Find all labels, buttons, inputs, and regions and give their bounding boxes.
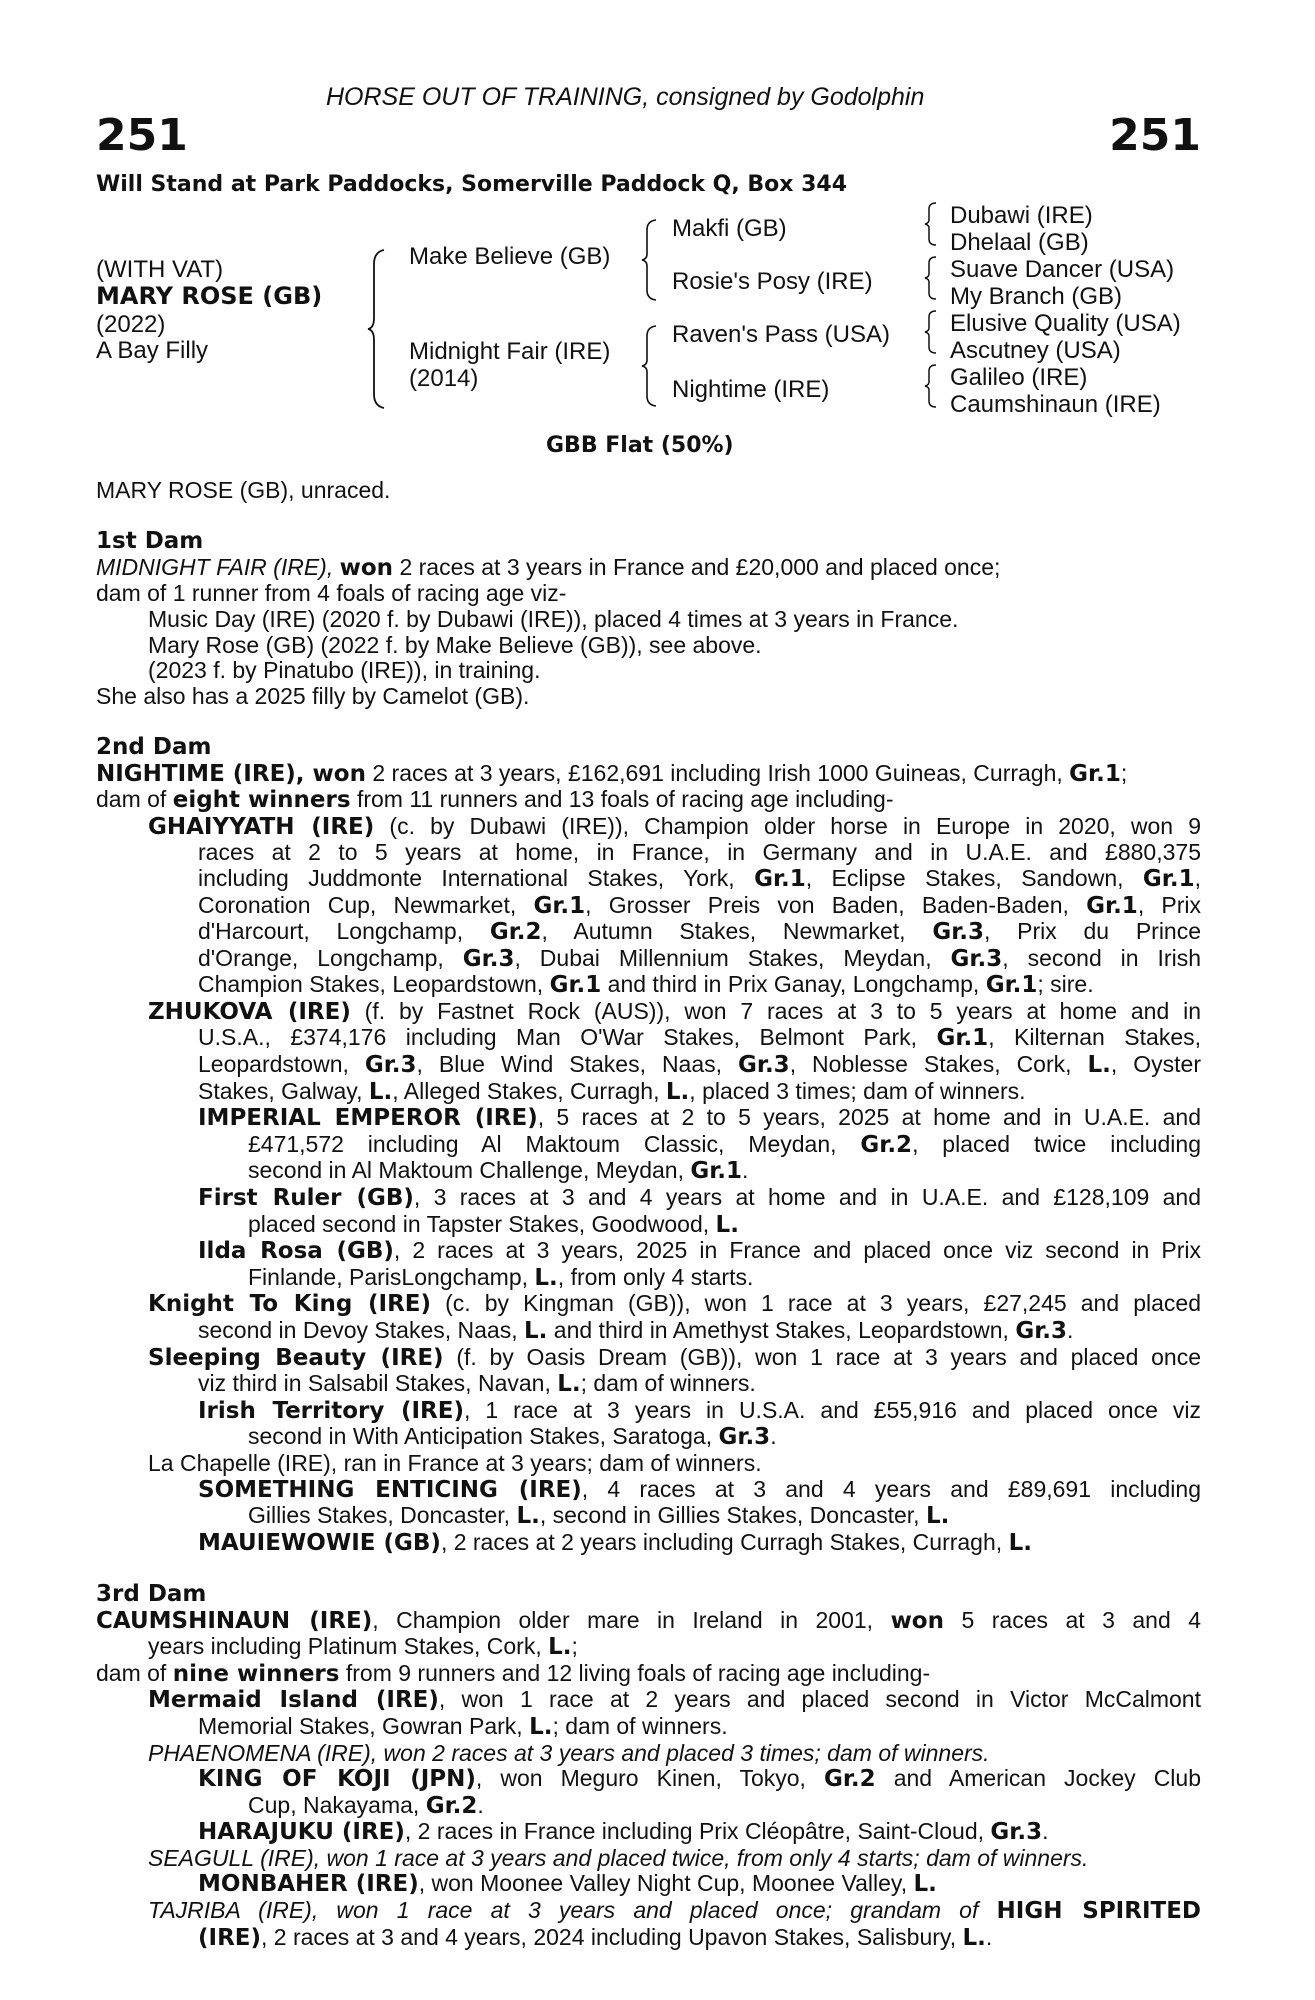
- pedigree-brace-g4: [923, 363, 939, 409]
- entry-line: [96, 1212, 1201, 1239]
- entry-la-chapelle: La Chapelle (IRE), ran in France at 3 years; dam of winners.: [148, 1449, 762, 1476]
- horse-name: SOMETHING ENTICING (IRE): [198, 1476, 582, 1503]
- dam-name: MIDNIGHT FAIR (IRE),: [96, 553, 334, 580]
- text: , 1 race at 3 years in U.S.A. and £55,916 and placed once viz: [464, 1396, 1201, 1423]
- entry-tajriba: [96, 1898, 1201, 1951]
- pedigree-brace-dam: [640, 324, 660, 408]
- text: ; dam of winners.: [580, 1370, 756, 1397]
- pedigree-brace-g3: [923, 309, 939, 355]
- pedigree-dam-year: (2014): [409, 365, 479, 392]
- text: second in Al Maktoum Challenge, Meydan,: [248, 1157, 684, 1184]
- pedigree-gg-8: Caumshinaun (IRE): [950, 391, 1161, 418]
- grade-label: Gr.3: [950, 945, 1003, 972]
- grade-label: Gr.1: [754, 865, 806, 892]
- entry-line: [96, 1185, 1201, 1212]
- text: , won Meguro Kinen, Tokyo,: [475, 1765, 806, 1792]
- grade-label: Gr.2: [823, 1766, 876, 1793]
- winners-count: eight winners: [172, 787, 351, 814]
- won-label: won: [339, 554, 394, 581]
- entry-harajuku: [96, 1819, 1201, 1846]
- text: £471,572 including Al Maktoum Classic, Meydan,: [248, 1130, 837, 1157]
- text: (c. by Kingman (GB)), won 1 race at 3 years, £27,245 and placed: [445, 1290, 1201, 1317]
- text: TAJRIBA (IRE), won 1 race at 3 years and placed once; grandam of: [148, 1897, 979, 1924]
- produce-2023-foal: (2023 f. by Pinatubo (IRE)), in training.: [148, 657, 541, 684]
- second-dam-record: 2 races at 3 years, £162,691 including Irish 1000 Guineas, Curragh,: [372, 759, 1063, 786]
- grade-label: Gr.2: [425, 1792, 478, 1819]
- consignor-subtitle: HORSE OUT OF TRAINING, consigned by Godolphin: [326, 83, 925, 111]
- text: including Juddmonte International Stakes, York,: [198, 864, 735, 891]
- first-dam-line: [96, 555, 1201, 582]
- text: Coronation Cup, Newmarket,: [198, 891, 517, 918]
- text: , 5 races at 2 to 5 years, 2025 at home and in U.A.E. and: [537, 1104, 1201, 1131]
- text: , Dubai Millennium Stakes, Meydan,: [514, 944, 932, 971]
- entry-line: [96, 814, 1201, 841]
- text: and third in Amethyst Stakes, Leopardstown,: [553, 1317, 1009, 1343]
- text: (f. by Fastnet Rock (AUS)), won 7 races at 3 to 5 years at home and in: [364, 997, 1201, 1024]
- third-dam-line: [96, 1608, 1201, 1635]
- text: , 2 races in France including Prix Cléopâtre, Saint-Cloud,: [404, 1818, 985, 1845]
- text: , won 1 race at 2 years and placed second in Victor McCalmont: [438, 1686, 1201, 1713]
- grade-label: L.: [534, 1264, 558, 1291]
- entry-line: [96, 999, 1201, 1026]
- grade-label: Gr.3: [738, 1052, 790, 1079]
- entry-line: [96, 946, 1201, 973]
- grade-label: Gr.3: [932, 919, 984, 946]
- text: , placed 3 times; dam of winners.: [689, 1077, 1026, 1104]
- pedigree-sire-sire: Makfi (GB): [672, 215, 787, 242]
- grade-label: L.: [1008, 1529, 1032, 1556]
- text: , from only 4 starts.: [557, 1263, 754, 1290]
- grade-label: Gr.1: [1142, 865, 1195, 892]
- grade-label: L.: [368, 1078, 393, 1105]
- text: .: [477, 1791, 484, 1818]
- entry-line: [96, 1318, 1201, 1345]
- entry-line: [96, 866, 1201, 893]
- intro-text: MARY ROSE (GB), unraced.: [96, 477, 391, 503]
- entry-line: [96, 840, 1201, 866]
- grade-label: Gr.3: [718, 1424, 771, 1451]
- text: , 2 races at 3 years, 2025 in France and placed once viz second in Prix: [393, 1237, 1201, 1264]
- horse-year: (2022): [96, 311, 166, 338]
- horse-name: (IRE): [198, 1924, 262, 1951]
- horse-name: ZHUKOVA (IRE): [148, 998, 351, 1025]
- pedigree-gg-1: Dubawi (IRE): [950, 202, 1093, 229]
- entry-line: [96, 1898, 1201, 1925]
- entry-line: [96, 1793, 1201, 1820]
- grade-label: Gr.2: [860, 1131, 913, 1158]
- intro-line: [96, 478, 1201, 504]
- text: ,: [1194, 864, 1201, 891]
- grade-label: L.: [516, 1503, 540, 1530]
- entry-line: [96, 972, 1201, 999]
- grade-label: L.: [1087, 1052, 1111, 1079]
- pedigree-brace-sire: [640, 218, 660, 302]
- grade-label: L.: [715, 1211, 739, 1238]
- text: , Alleged Stakes, Curragh,: [392, 1077, 660, 1104]
- entry-mauiewowie: [96, 1530, 1201, 1557]
- third-dam-heading: 3rd Dam: [96, 1580, 207, 1607]
- pedigree-brace-main: [366, 248, 390, 410]
- text: Cup, Nakayama,: [248, 1791, 420, 1818]
- text: , Grosser Preis von Baden, Baden-Baden,: [585, 891, 1069, 918]
- text: d'Harcourt, Longchamp,: [198, 918, 464, 945]
- second-dam-produce-summary: [96, 787, 1201, 814]
- horse-name: MAUIEWOWIE (GB): [198, 1529, 441, 1556]
- horse-name: MARY ROSE (GB): [96, 282, 323, 310]
- text: and American Jockey Club: [893, 1765, 1201, 1792]
- entry-phaenomena: PHAENOMENA (IRE), won 2 races at 3 years and placed 3 times; dam of winners.: [148, 1739, 990, 1766]
- text: , second in Irish: [1002, 944, 1201, 971]
- text: , Prix du Prince: [984, 918, 1202, 945]
- entry-line: [96, 1158, 1201, 1185]
- text: Memorial Stakes, Gowran Park,: [198, 1712, 523, 1739]
- text: , Kilternan Stakes,: [988, 1024, 1202, 1051]
- grade-label: L.: [665, 1078, 690, 1105]
- third-dam-name: CAUMSHINAUN (IRE): [96, 1607, 373, 1634]
- pedigree-sire: Make Believe (GB): [409, 243, 611, 270]
- text: ; sire.: [1037, 971, 1094, 998]
- entry-something-enticing: [96, 1477, 1201, 1530]
- third-dam-line-2: [96, 1634, 1201, 1661]
- entry-line: [96, 1265, 1201, 1292]
- grade-label: L.: [548, 1634, 572, 1661]
- text: , 2 races at 2 years including Curragh Stakes, Curragh,: [440, 1528, 1003, 1555]
- grade-label: Gr.3: [364, 1052, 417, 1079]
- horse-description: A Bay Filly: [96, 337, 209, 364]
- entry-seagull: SEAGULL (IRE), won 1 race at 3 years and placed twice, from only 4 starts; dam of winners.: [148, 1844, 1089, 1871]
- entry-line: [96, 1079, 1201, 1106]
- text: , 2 races at 3 and 4 years, 2024 including Upavon Stakes, Salisbury,: [261, 1923, 957, 1950]
- produce-mary-rose: Mary Rose (GB) (2022 f. by Make Believe (GB)), see above.: [148, 631, 762, 658]
- dam-record: 2 races at 3 years in France and £20,000 and placed once;: [399, 553, 1001, 580]
- entry-first-ruler: [96, 1185, 1201, 1238]
- grade-label: L.: [529, 1713, 553, 1740]
- horse-name: Sleeping Beauty (IRE): [148, 1344, 444, 1371]
- horse-name: HIGH SPIRITED: [996, 1898, 1202, 1925]
- entry-line: [96, 1398, 1201, 1425]
- won-label: won: [890, 1607, 944, 1634]
- horse-name: GHAIYYATH (IRE): [148, 813, 375, 840]
- entry-imperial-emperor: [96, 1105, 1201, 1185]
- entry-line: [96, 1477, 1201, 1504]
- produce-2025-filly: She also has a 2025 filly by Camelot (GB).: [96, 682, 530, 709]
- text: and third in Prix Ganay, Longchamp,: [607, 971, 980, 998]
- catalogue-body: [96, 478, 1201, 1951]
- entry-ghaiyyath: [96, 814, 1201, 999]
- text: .: [770, 1423, 777, 1450]
- entry-line: [96, 1424, 1201, 1451]
- horse-name: First Ruler (GB): [198, 1185, 414, 1212]
- text: Stakes, Galway,: [198, 1077, 363, 1104]
- second-dam-name: NIGHTIME (IRE), won: [96, 760, 366, 787]
- text: Champion Stakes, Leopardstown,: [198, 971, 544, 998]
- entry-line: [96, 1925, 1201, 1952]
- grade-label: Gr.1: [533, 892, 586, 919]
- pedigree-brace-g2: [923, 255, 939, 301]
- text: , 3 races at 3 and 4 years at home and in U.A.E. and £128,109 and: [413, 1184, 1201, 1211]
- lot-number-right: 251: [1109, 110, 1201, 161]
- text: Leopardstown,: [198, 1051, 349, 1078]
- grade-label: L.: [962, 1924, 986, 1951]
- pedigree-gg-5: Elusive Quality (USA): [950, 310, 1181, 337]
- pedigree-gg-3: Suave Dancer (USA): [950, 256, 1175, 283]
- grade-label: Gr.3: [990, 1819, 1043, 1846]
- text: ; dam of winners.: [552, 1712, 728, 1739]
- text: .: [742, 1157, 749, 1184]
- text: , Oyster: [1110, 1051, 1201, 1078]
- grade-label: Gr.1: [1086, 892, 1138, 919]
- grade-label: L.: [925, 1503, 950, 1530]
- entry-line: [96, 1238, 1201, 1265]
- grade-label: Gr.1: [549, 972, 602, 999]
- entry-line: [96, 1345, 1201, 1372]
- produce-music-day: Music Day (IRE) (2020 f. by Dubawi (IRE)), placed 4 times at 3 years in France.: [148, 605, 959, 632]
- horse-name: MONBAHER (IRE): [198, 1871, 419, 1898]
- pedigree-dam-dam: Nightime (IRE): [672, 376, 830, 403]
- grade-label: L.: [913, 1871, 937, 1898]
- text: second in Devoy Stakes, Naas,: [198, 1317, 518, 1343]
- text: , Blue Wind Stakes, Naas,: [416, 1051, 723, 1078]
- horse-name: Mermaid Island (IRE): [148, 1687, 439, 1714]
- pedigree-dam: Midnight Fair (IRE): [409, 338, 611, 365]
- second-dam-line: [96, 761, 1201, 788]
- text: years including Platinum Stakes, Cork,: [148, 1633, 542, 1660]
- entry-line: [96, 1052, 1201, 1079]
- entry-sleeping-beauty: [96, 1345, 1201, 1398]
- pedigree-brace-g1: [923, 201, 939, 247]
- entry-irish-territory: [96, 1398, 1201, 1451]
- pedigree-sire-dam: Rosie's Posy (IRE): [672, 268, 873, 295]
- grade-label: Gr.1: [690, 1158, 743, 1185]
- text: second in With Anticipation Stakes, Saratoga,: [248, 1423, 713, 1450]
- entry-line: [96, 1766, 1201, 1793]
- entry-line: [96, 1371, 1201, 1398]
- pedigree-gg-2: Dhelaal (GB): [950, 229, 1089, 256]
- entry-line: [96, 1714, 1201, 1741]
- grade-label: L.: [557, 1371, 581, 1398]
- text: , Champion older mare in Ireland in 2001,: [372, 1606, 874, 1633]
- horse-name: Irish Territory (IRE): [198, 1397, 464, 1424]
- text: 5 races at 3 and 4: [961, 1606, 1202, 1633]
- text: .: [985, 1923, 993, 1950]
- text: , won Moonee Valley Night Cup, Moonee Valley,: [418, 1870, 908, 1897]
- text: , Eclipse Stakes, Sandown,: [805, 864, 1124, 891]
- lot-number-left: 251: [96, 110, 188, 161]
- text: placed second in Tapster Stakes, Goodwood,: [248, 1210, 710, 1237]
- text: , Noblesse Stakes, Cork,: [789, 1051, 1072, 1078]
- grade-label: Gr.3: [1015, 1318, 1068, 1344]
- entry-king-of-koji: [96, 1766, 1201, 1819]
- pedigree-gg-6: Ascutney (USA): [950, 337, 1121, 364]
- text: Finlande, ParisLongchamp,: [248, 1263, 528, 1290]
- horse-name: Knight To King (IRE): [148, 1291, 432, 1318]
- text: dam of: [96, 786, 167, 813]
- text: , second in Gillies Stakes, Doncaster,: [539, 1502, 920, 1529]
- text: .: [1067, 1317, 1074, 1343]
- text: (c. by Dubawi (IRE)), Champion older horse in Europe in 2020, won 9: [389, 812, 1202, 839]
- entry-line: [96, 1503, 1201, 1530]
- entry-line: [96, 893, 1201, 920]
- text: .: [1042, 1818, 1049, 1845]
- pedigree-dam-sire: Raven's Pass (USA): [672, 321, 890, 348]
- entry-ilda-rosa: [96, 1238, 1201, 1291]
- vat-label: (WITH VAT): [96, 256, 224, 283]
- text: , Prix: [1137, 891, 1202, 918]
- text: viz third in Salsabil Stakes, Navan,: [198, 1370, 551, 1397]
- entry-line: [96, 1687, 1201, 1714]
- horse-name: KING OF KOJI (JPN): [198, 1766, 476, 1793]
- text: , 4 races at 3 and 4 years and £89,691 including: [581, 1475, 1201, 1502]
- grade-label: Gr.1: [1069, 760, 1121, 787]
- third-dam-produce-summary: [96, 1661, 1201, 1688]
- text: (f. by Oasis Dream (GB)), won 1 race at 3 years and placed once: [456, 1343, 1202, 1370]
- text: Gillies Stakes, Doncaster,: [248, 1502, 511, 1529]
- text: from 11 runners and 13 foals of racing age including-: [356, 786, 894, 813]
- text: dam of: [96, 1659, 167, 1686]
- entry-line: [96, 1105, 1201, 1132]
- horse-name: HARAJUKU (IRE): [198, 1819, 405, 1846]
- pedigree-gg-4: My Branch (GB): [950, 283, 1123, 310]
- entry-knight-to-king: [96, 1291, 1201, 1344]
- punct: ;: [1120, 759, 1128, 786]
- text: , Autumn Stakes, Newmarket,: [541, 918, 906, 945]
- winners-count: nine winners: [172, 1660, 340, 1687]
- gbb-flat-status: GBB Flat (50%): [546, 433, 734, 458]
- second-dam-heading: 2nd Dam: [96, 733, 212, 760]
- entry-line: [96, 1025, 1201, 1052]
- horse-name: Ilda Rosa (GB): [198, 1238, 394, 1265]
- entry-monbaher: [96, 1871, 1201, 1898]
- text: ;: [571, 1633, 578, 1660]
- entry-line: [96, 919, 1201, 946]
- stand-location: Will Stand at Park Paddocks, Somerville Paddock Q, Box 344: [96, 172, 848, 197]
- text: d'Orange, Longchamp,: [198, 944, 444, 971]
- text: U.S.A., £374,176 including Man O'War Stakes, Belmont Park,: [198, 1024, 918, 1051]
- grade-label: Gr.1: [985, 972, 1038, 999]
- text: from 9 runners and 12 living foals of racing age including-: [345, 1659, 931, 1686]
- entry-line: [96, 1132, 1201, 1159]
- first-dam-heading: 1st Dam: [96, 528, 204, 555]
- entry-mermaid-island: [96, 1687, 1201, 1740]
- grade-label: L.: [524, 1318, 548, 1344]
- pedigree-gg-7: Galileo (IRE): [950, 364, 1088, 391]
- text: , placed twice including: [912, 1130, 1201, 1157]
- entry-zhukova: [96, 999, 1201, 1105]
- grade-label: Gr.2: [489, 919, 542, 946]
- entry-line: [96, 1291, 1201, 1318]
- grade-label: Gr.3: [462, 945, 515, 972]
- first-dam-produce-summary: dam of 1 runner from 4 foals of racing age viz-: [96, 580, 567, 607]
- grade-label: Gr.1: [936, 1025, 989, 1052]
- horse-name: IMPERIAL EMPEROR (IRE): [198, 1105, 538, 1132]
- text: races at 2 to 5 years at home, in France, in Germany and in U.A.E. and £880,375: [198, 839, 1201, 866]
